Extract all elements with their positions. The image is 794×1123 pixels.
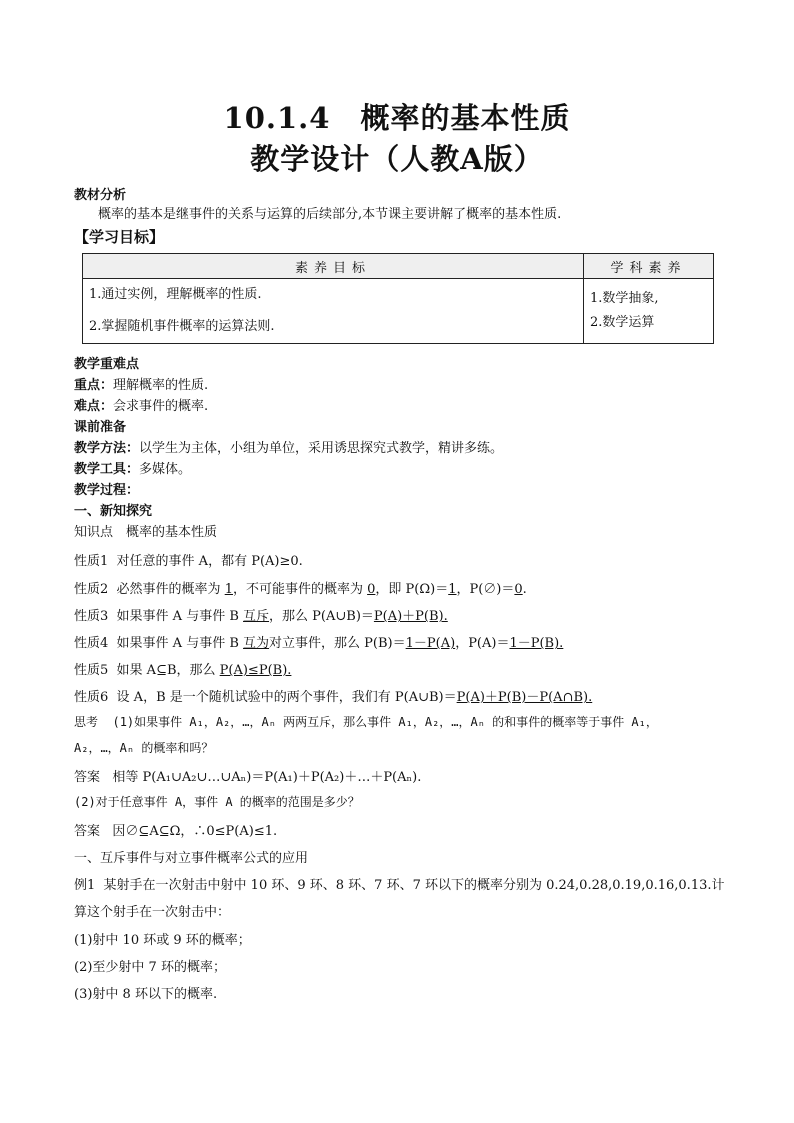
- answer-text: 相等 P(A₁∪A₂∪…∪Aₙ)＝P(A₁)＋P(A₂)＋…＋P(Aₙ).: [112, 770, 422, 785]
- property-6: [74, 686, 592, 705]
- keypoints-heading: 教学重难点: [74, 357, 140, 372]
- example-text: 某射手在一次射击中射中 10 环、9 环、8 环、7 环、7 环以下的概率分别为 0.24,0.28,0.19,0.16,0.13.计: [103, 878, 725, 893]
- goal-item: 1.通过实例，理解概率的性质.: [89, 287, 262, 302]
- section2-heading: 一、互斥事件与对立事件概率公式的应用: [74, 851, 309, 866]
- property-text: ，P(A)＝: [455, 636, 510, 651]
- col-header-literacy: 学科素养: [584, 254, 714, 279]
- goals-table-header: [83, 254, 714, 279]
- property-text: 设 A，B 是一个随机试验中的两个事件，我们有 P(A∪B)＝: [116, 690, 457, 705]
- property-text: 如果事件 A 与事件 B: [116, 636, 244, 651]
- property-text: 必然事件的概率为: [116, 582, 225, 597]
- answer-text: 因∅⊆A⊆Ω，∴0≤P(A)≤1.: [112, 824, 278, 839]
- example-question: (1)射中 10 环或 9 环的概率；: [74, 933, 251, 948]
- property-blank: P(A)≤P(B).: [219, 663, 292, 678]
- property-text: 如果 A⊆B，那么: [116, 663, 220, 678]
- example-label: 例1: [74, 878, 96, 893]
- property-blank: 0: [514, 582, 523, 597]
- answer-2: [74, 820, 277, 839]
- property-5: [74, 659, 291, 678]
- method-label: 教学方法：: [74, 441, 140, 456]
- property-text: .: [522, 582, 527, 597]
- difficulty-label: 难点：: [74, 399, 114, 414]
- knowledge-point: 知识点 概率的基本性质: [74, 525, 218, 540]
- goals-heading: 【学习目标】: [74, 228, 165, 246]
- think-question-1: [74, 713, 658, 730]
- tools-label: 教学工具：: [74, 462, 140, 477]
- property-blank: P(A)＋P(B)－P(A∩B).: [456, 690, 593, 705]
- property-label: 性质5: [74, 663, 109, 678]
- property-4: [74, 632, 563, 651]
- literacy-cell: [584, 279, 714, 344]
- property-blank: 互斥: [243, 609, 270, 624]
- col-header-goals: 素养目标: [83, 254, 584, 279]
- literacy-item: 1.数学抽象,: [590, 291, 659, 306]
- think-question-1-cont: A₂，…，Aₙ 的概率和吗？: [74, 741, 214, 755]
- property-blank: 1－P(B).: [509, 636, 564, 651]
- property-1: [74, 550, 303, 569]
- property-blank: 1: [224, 582, 233, 597]
- property-2: [74, 578, 527, 597]
- example-1-cont: 算这个射手在一次射击中：: [74, 905, 231, 920]
- property-blank: 1－P(A): [405, 636, 456, 651]
- goal-item: 2.掌握随机事件概率的运算法则.: [89, 319, 275, 334]
- goals-cell: [83, 279, 584, 344]
- property-label: 性质3: [74, 609, 109, 624]
- property-text: ，即 P(Ω)＝: [375, 582, 449, 597]
- textbook-heading: 教材分析: [74, 188, 127, 203]
- think-label: 思考: [74, 715, 99, 729]
- literacy-item: 2.数学运算: [590, 315, 655, 330]
- tools-text: 多媒体。: [139, 462, 192, 477]
- property-text: ，那么 P(A∪B)＝: [269, 609, 374, 624]
- answer-1: [74, 766, 421, 785]
- property-label: 性质1: [74, 554, 109, 569]
- method-text: 以学生为主体，小组为单位，采用诱思探究式教学，精讲多练。: [139, 441, 504, 456]
- example-1: [74, 874, 725, 893]
- section1-heading: 一、新知探究: [74, 504, 153, 519]
- think-text: (1)如果事件 A₁，A₂，…，Aₙ 两两互斥，那么事件 A₁，A₂，…，Aₙ 的和事件的概率等于事件 A₁，: [112, 715, 658, 729]
- answer-label: 答案: [74, 770, 101, 785]
- textbook-body: 概率的基本是继事件的关系与运算的后续部分,本节课主要讲解了概率的基本性质.: [98, 207, 562, 222]
- answer-label: 答案: [74, 824, 101, 839]
- example-question: (3)射中 8 环以下的概率.: [74, 987, 218, 1002]
- focus-text: 理解概率的性质.: [113, 378, 209, 393]
- goals-table-row: [83, 279, 714, 344]
- property-label: 性质4: [74, 636, 109, 651]
- property-blank: 0: [367, 582, 376, 597]
- property-text: ，P(∅)＝: [456, 582, 515, 597]
- property-blank: P(A)＋P(B).: [373, 609, 448, 624]
- property-label: 性质6: [74, 690, 109, 705]
- property-label: 性质2: [74, 582, 109, 597]
- difficulty-line: [74, 395, 208, 414]
- property-text: 对任意的事件 A，都有 P(A)≥0.: [116, 554, 303, 569]
- property-text: 对立事件，那么 P(B)＝: [269, 636, 406, 651]
- tools-line: [74, 458, 191, 477]
- process-heading: 教学过程：: [74, 483, 140, 498]
- think-question-2: (2)对于任意事件 A，事件 A 的概率的范围是多少？: [74, 795, 360, 809]
- property-blank: 1: [448, 582, 457, 597]
- property-text: 如果事件 A 与事件 B: [116, 609, 244, 624]
- property-text: ，不可能事件的概率为: [232, 582, 368, 597]
- property-blank: 互为: [243, 636, 270, 651]
- goals-table: [82, 253, 714, 344]
- focus-line: [74, 374, 208, 393]
- page-title: 10.1.4 概率的基本性质: [223, 101, 571, 135]
- property-3: [74, 605, 448, 624]
- difficulty-text: 会求事件的概率.: [113, 399, 209, 414]
- method-line: [74, 437, 503, 456]
- focus-label: 重点：: [74, 378, 114, 393]
- example-question: (2)至少射中 7 环的概率；: [74, 960, 226, 975]
- page-subtitle: 教学设计（人教A版）: [250, 142, 544, 176]
- prep-heading: 课前准备: [74, 420, 127, 435]
